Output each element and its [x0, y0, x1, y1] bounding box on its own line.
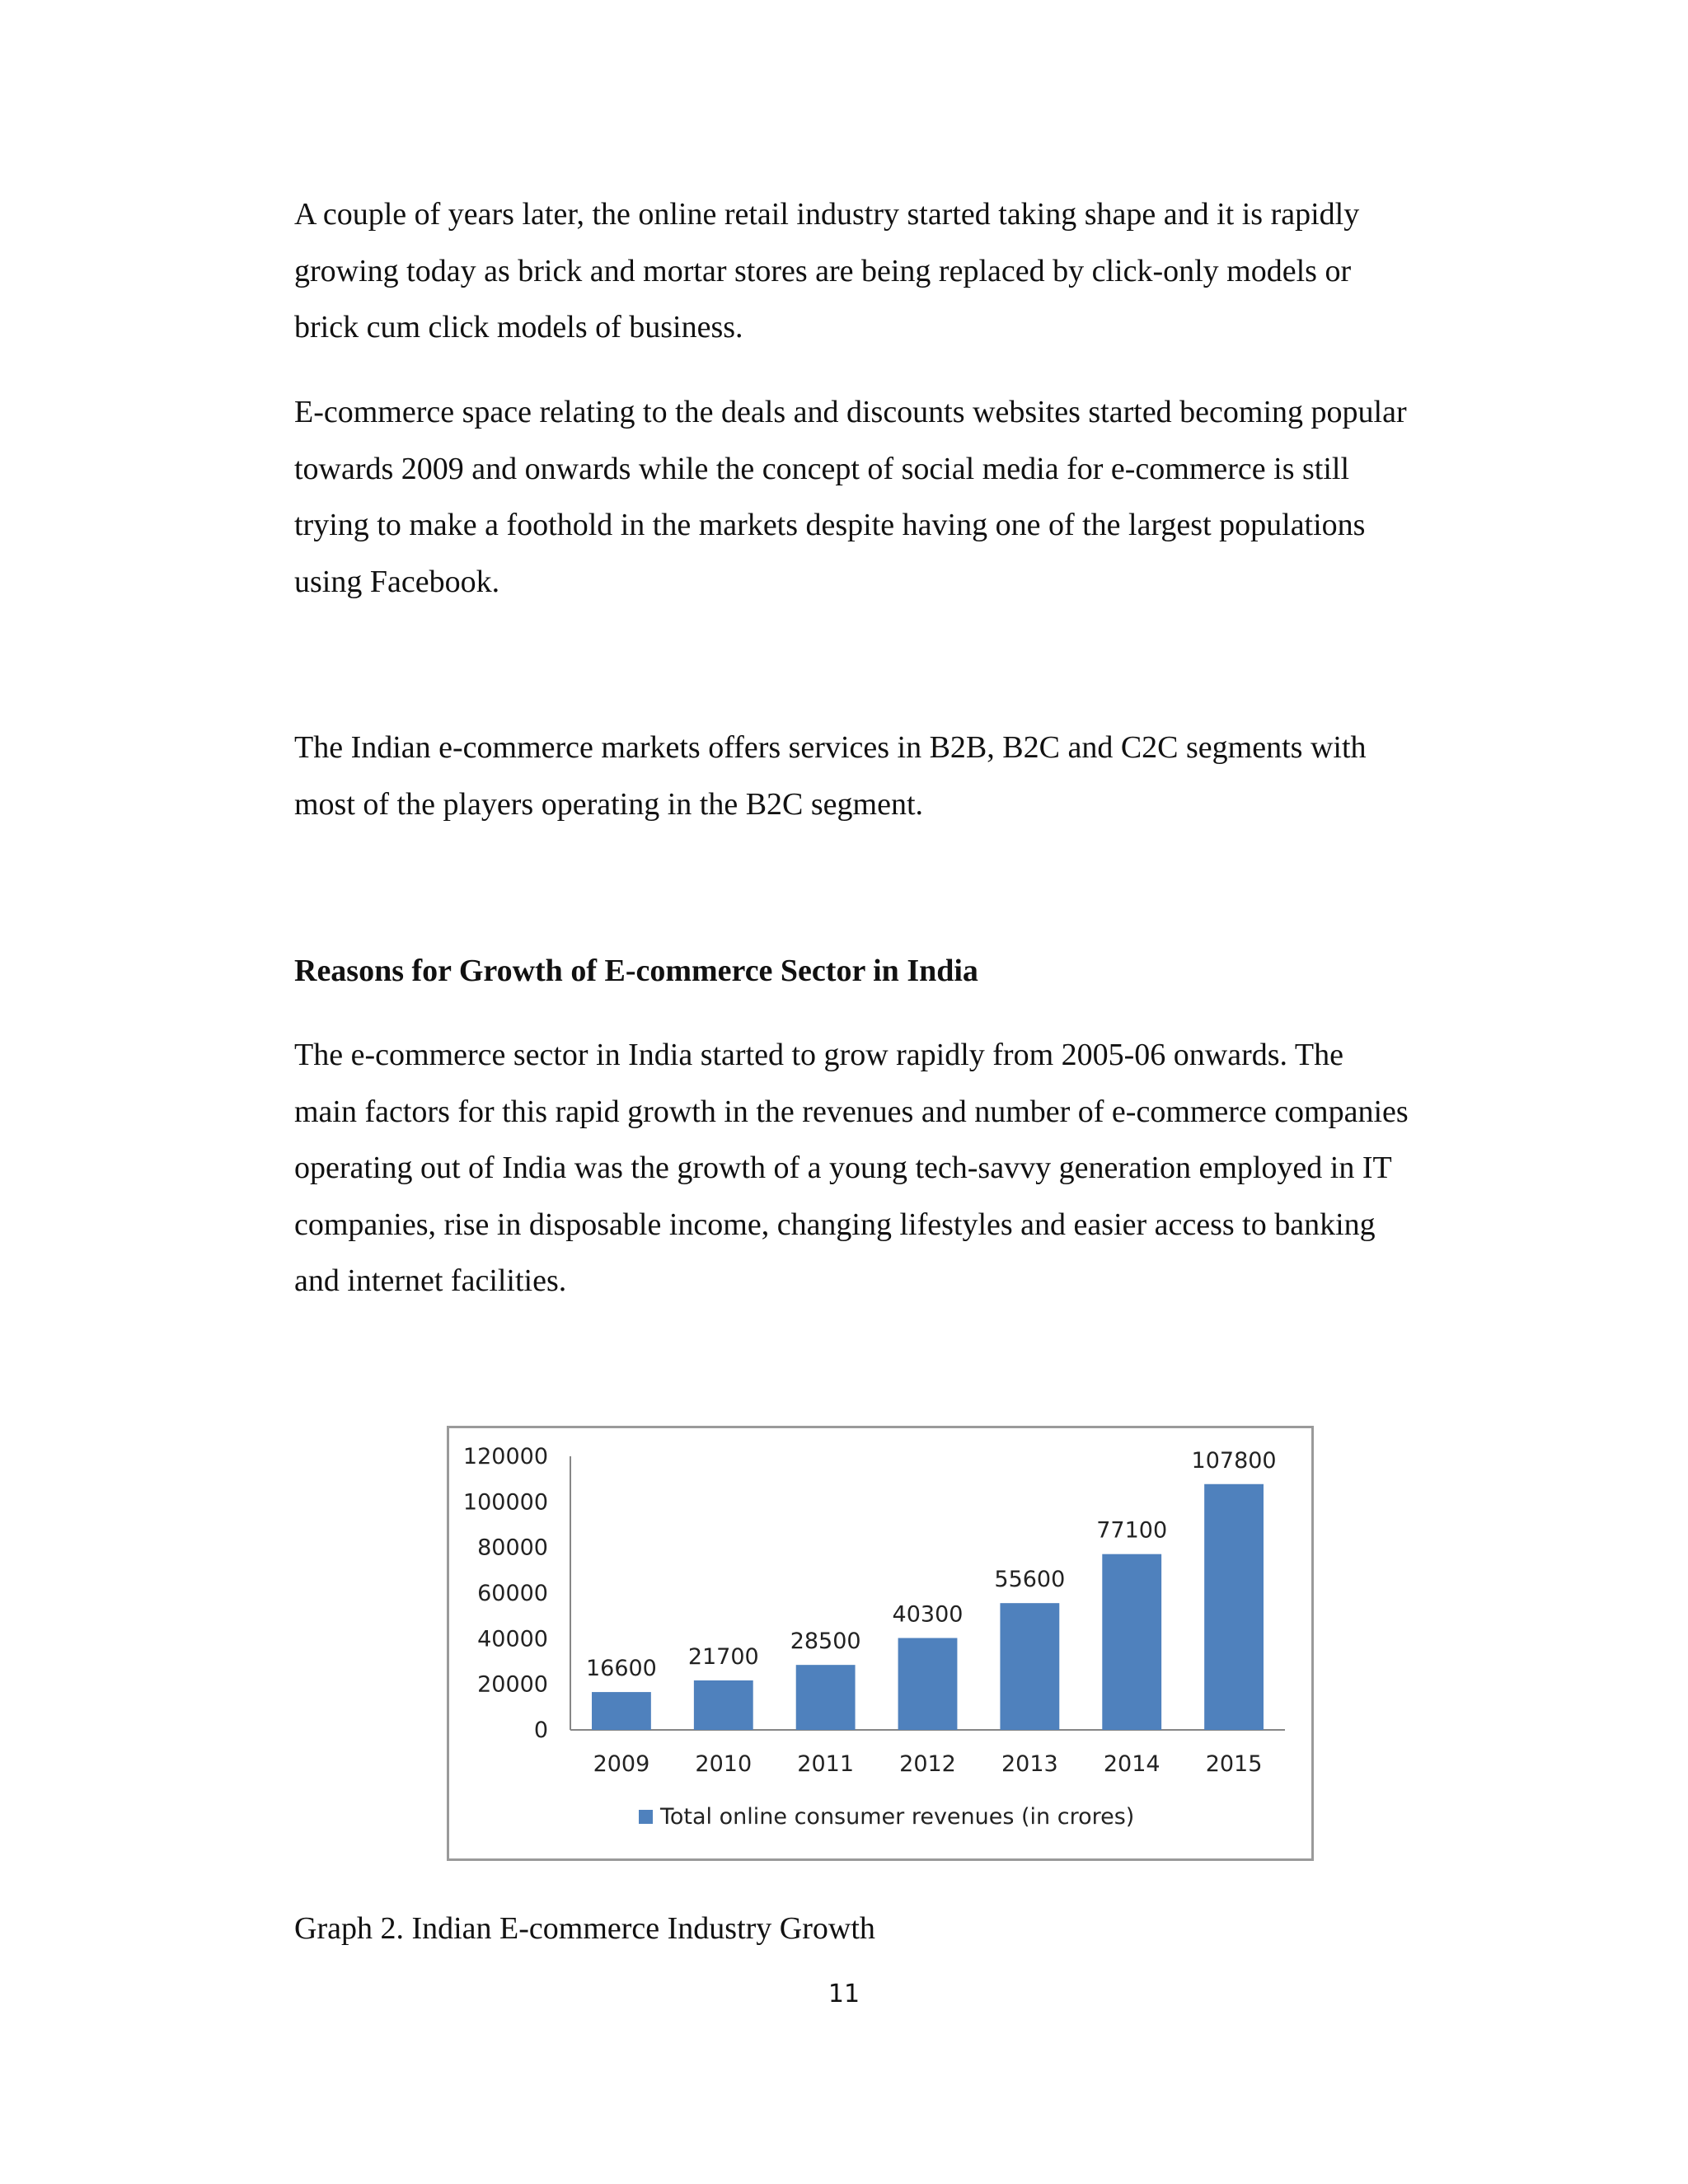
paragraph-line: The e-commerce sector in India started to grow rapidly from 2005-06 onwards. The: [294, 1038, 1343, 1072]
paragraph-line: growing today as brick and mortar stores are being replaced by click-only models or: [294, 253, 1352, 288]
bar: [898, 1638, 958, 1730]
paragraph-line: towards 2009 and onwards while the concept of social media for e-commerce is still: [294, 451, 1349, 486]
y-tick-label: 40000: [477, 1626, 548, 1652]
paragraph-line: main factors for this rapid growth in the revenues and number of e-commerce companies: [294, 1094, 1409, 1129]
paragraph-line: brick cum click models of business.: [294, 310, 743, 344]
bar-chart-svg: [449, 1428, 1311, 1858]
bar-chart: [447, 1426, 1314, 1861]
data-label: 107800: [1191, 1447, 1277, 1474]
bar: [796, 1665, 856, 1730]
data-label: 77100: [1096, 1517, 1168, 1544]
bar: [592, 1692, 651, 1730]
figure-caption: [294, 1900, 1465, 1957]
section-heading: [294, 943, 1465, 1000]
legend-label: Total online consumer revenues (in crores): [660, 1804, 1135, 1830]
x-tick-label: 2014: [1103, 1751, 1160, 1777]
data-label: 28500: [790, 1629, 861, 1655]
paragraph-deals-discounts: [294, 384, 1465, 610]
bar: [1102, 1554, 1161, 1730]
paragraph-line: companies, rise in disposable income, changing lifestyles and easier access to banking: [294, 1207, 1376, 1242]
x-tick-label: 2011: [797, 1751, 855, 1777]
paragraph-line: The Indian e-commerce markets offers services in B2B, B2C and C2C segments with: [294, 730, 1367, 765]
paragraph-growth-factors: [294, 1027, 1465, 1310]
y-tick-label: 100000: [462, 1489, 548, 1516]
y-tick-label: 0: [533, 1718, 548, 1743]
paragraph-online-retail: [294, 186, 1465, 356]
data-label: 55600: [994, 1567, 1066, 1593]
x-tick-label: 2010: [695, 1751, 753, 1777]
bar: [1000, 1603, 1059, 1730]
x-tick-label: 2015: [1205, 1751, 1263, 1777]
data-label: 40300: [892, 1601, 964, 1628]
legend-swatch: [639, 1810, 653, 1824]
y-tick-label: 20000: [477, 1671, 548, 1698]
paragraph-line: operating out of India was the growth of a young tech-savvy generation employed in IT: [294, 1151, 1392, 1185]
y-tick-label: 80000: [477, 1535, 548, 1561]
x-tick-label: 2009: [593, 1751, 650, 1777]
paragraph-segments: [294, 719, 1465, 832]
x-tick-label: 2012: [899, 1751, 956, 1777]
bar: [694, 1680, 753, 1730]
caption-text: Graph 2. Indian E-commerce Industry Growth: [294, 1911, 875, 1946]
data-label: 16600: [585, 1656, 657, 1682]
x-tick-label: 2013: [1001, 1751, 1058, 1777]
paragraph-line: and internet facilities.: [294, 1263, 567, 1298]
paragraph-line: most of the players operating in the B2C segment.: [294, 786, 924, 822]
paragraph-line: using Facebook.: [294, 564, 500, 599]
paragraph-line: E-commerce space relating to the deals and discounts websites started becoming popular: [294, 395, 1407, 429]
paragraph-line: trying to make a foothold in the markets despite having one of the largest populations: [294, 508, 1366, 542]
bar: [1204, 1484, 1264, 1730]
data-label: 21700: [687, 1643, 759, 1670]
y-tick-label: 120000: [462, 1444, 548, 1469]
y-tick-label: 60000: [477, 1581, 548, 1606]
page-number: 11: [828, 1980, 860, 2008]
paragraph-line: A couple of years later, the online retail industry started taking shape and it is rapidly: [294, 197, 1360, 232]
heading-text: Reasons for Growth of E-commerce Sector in India: [294, 954, 978, 988]
